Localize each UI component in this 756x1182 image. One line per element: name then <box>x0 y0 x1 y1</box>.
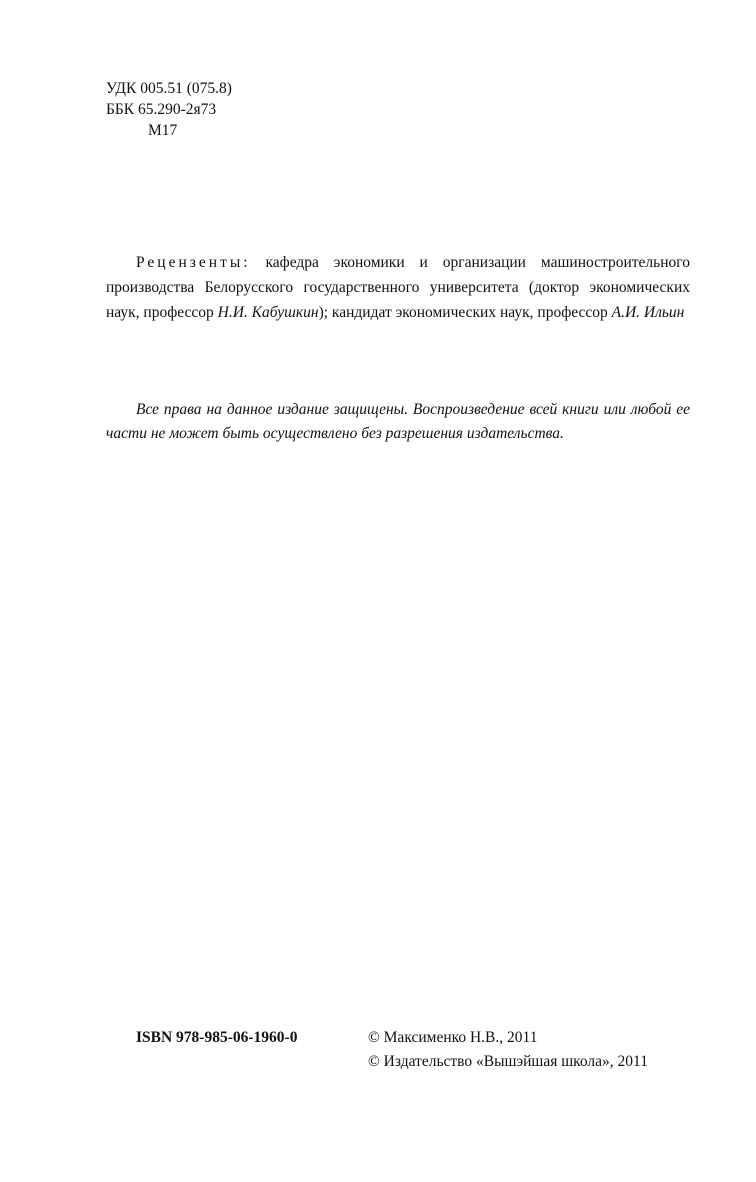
reviewer-name-1: Н.И. Кабушкин <box>217 304 319 321</box>
classification-block <box>106 78 232 141</box>
reviewers-text-2: ); кандидат экономических наук, профессор <box>318 304 612 321</box>
rights-notice: Все права на данное издание защищены. Воспроизведение всей книги или любой ее части не может быть осуществлено без разрешения издательства. <box>106 401 690 442</box>
isbn-number: ISBN 978-985-06-1960-0 <box>136 1029 298 1046</box>
reviewers-label: Рецензенты: <box>136 254 251 271</box>
reviewers-text-1: кафедра экономики и организации машиностроительного производства Белорусского государственного университета (доктор экономических наук, профессор <box>106 254 690 321</box>
author-mark: М17 <box>148 122 178 139</box>
bbk-code: ББК 65.290-2я73 <box>106 101 217 118</box>
copyright-publisher: © Издательство «Вышэйшая школа», 2011 <box>368 1053 648 1070</box>
reviewers-paragraph <box>106 250 690 325</box>
copyright-block <box>368 1026 648 1074</box>
copyright-author: © Максименко Н.В., 2011 <box>368 1029 538 1046</box>
reviewer-name-2: А.И. Ильин <box>611 304 685 321</box>
udk-code: УДК 005.51 (075.8) <box>106 80 232 97</box>
